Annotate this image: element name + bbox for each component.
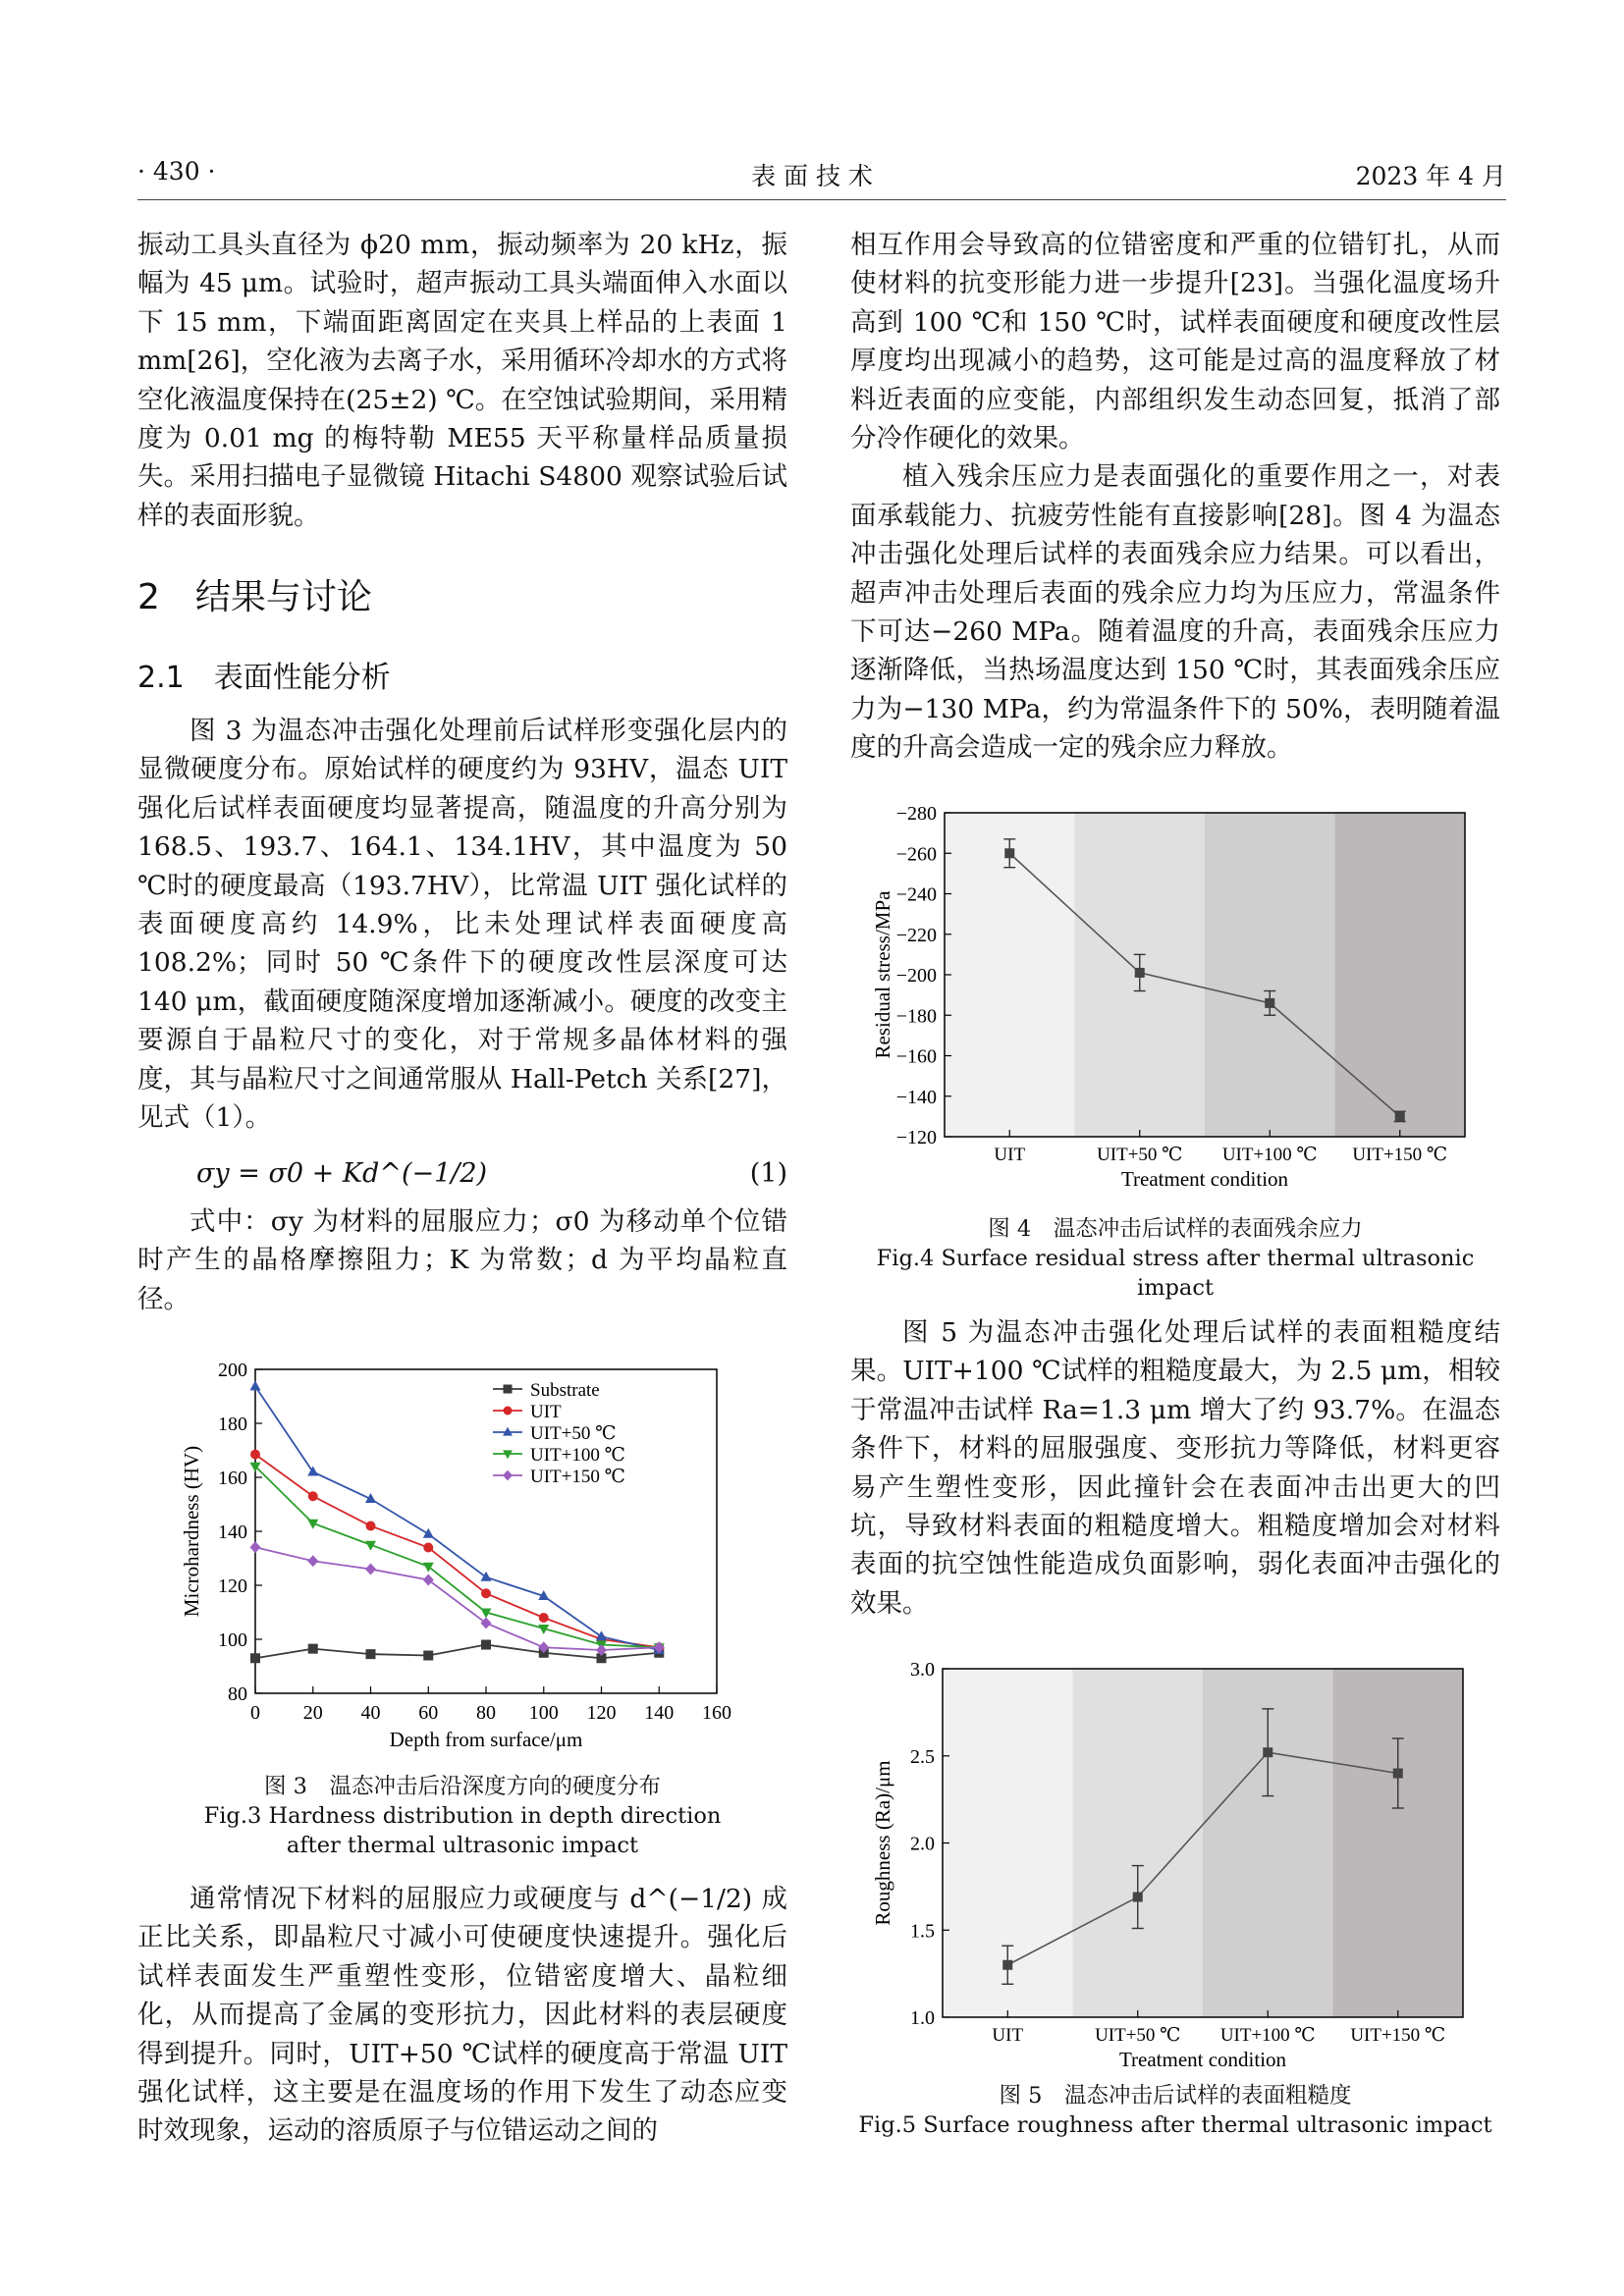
page-number: · 430 · [137,157,216,186]
left-column-mid [137,712,787,1137]
data-point [1263,1747,1272,1757]
caption-en: after thermal ultrasonic impact [286,1833,639,1858]
data-point [1395,1111,1405,1121]
legend-label: Substrate [530,1380,600,1401]
y-tick-label: 1.0 [910,2007,935,2029]
condition-band [1073,1669,1204,2017]
data-point [1393,1769,1403,1779]
data-point [423,1575,434,1586]
data-point [250,1450,260,1460]
equation-number: (1) [749,1158,787,1189]
journal-title: 表 面 技 术 [751,162,873,190]
x-tick-label: 160 [702,1702,731,1724]
y-tick-label: 80 [228,1683,247,1705]
y-tick-label: 2.0 [910,1833,935,1855]
y-tick-label: −200 [895,965,937,987]
y-tick-label: 100 [218,1629,247,1651]
data-point [307,1555,318,1567]
data-point [504,1407,513,1415]
x-tick-label: UIT [994,1145,1026,1165]
y-tick-label: −220 [895,924,937,946]
y-tick-label: 180 [218,1414,247,1435]
y-tick-label: −160 [895,1045,937,1068]
data-point [596,1630,607,1640]
data-point [423,1651,433,1661]
y-tick-label: −180 [895,1005,937,1028]
data-point [308,1644,318,1654]
data-point [504,1385,513,1394]
caption-cn: 图 3 温态冲击后沿深度方向的硬度分布 [264,1774,661,1799]
x-tick-label: 100 [528,1702,559,1724]
x-tick-label: 20 [302,1702,323,1724]
paragraph: 通常情况下材料的屈服应力或硬度与 d^(−1/2) 成正比关系，即晶粒尺寸减小可使硬度快速提升。强化后试样表面发生严重塑性变形，位错密度增大、晶粒细化，从而提高了金属的变形抗力，因此材料的表层硬度得到提升。同时，UIT+50 ℃试样的硬度高于常温 UIT 强化试样，这主要是在温度场的作用下发生了动态应变时效现象，运动的溶质原子与位错运动之间的 [137,1884,787,2147]
figure-3-chart [177,1350,746,1752]
data-point [1004,848,1014,858]
data-point [423,1528,434,1538]
y-tick-label: 120 [218,1575,247,1597]
section-heading: 2 结果与讨论 [137,577,372,617]
x-axis-label: Treatment condition [1120,1167,1289,1191]
paragraph: 图 3 为温态冲击强化处理前后试样形变强化层内的显微硬度分布。原始试样的硬度约为 93HV，温态 UIT 强化后试样表面硬度均显著提高，随温度的升高分别为 168.5、193.7、164.1、134.1HV，其中温度为 50 ℃时的硬度最高（193.7HV），比常温 UIT 强化试样的表面硬度高约 14.9%，比未处理试样表面硬度高 108.2%；同时 50 ℃条件下的硬度改性层深度可达 140 μm，截面硬度随深度增加逐渐减小。硬度的改变主要源自于晶粒尺寸的变化，对于常规多晶体材料的强度，其与晶粒尺寸之间通常服从 Hall-Petch 关系[27]，见式（1）。 [137,716,787,1134]
data-point [1135,968,1145,978]
y-axis-label: Roughness (Ra)/μm [871,1760,894,1926]
right-column-mid [850,1313,1500,1623]
data-point [308,1491,318,1501]
data-point [481,1572,492,1581]
data-point [1133,1893,1143,1902]
y-tick-label: −280 [895,803,937,825]
x-tick-label: UIT [992,2025,1024,2046]
paragraph: 振动工具头直径为 ϕ20 mm，振动频率为 20 kHz，振幅为 45 μm。试验时，超声振动工具头端面伸入水面以下 15 mm，下端面距离固定在夹具上样品的上表面 1 mm[26]，空化液为去离子水，采用循环冷却水的方式将空化液温度保持在(25±2) ℃。在空蚀试验期间，采用精度为 0.01 mg 的梅特勒 ME55 天平称量样品质量损失。采用扫描电子显微镜 Hitachi S4800 观察试验后试样的表面形貌。 [137,230,787,531]
x-tick-label: 80 [476,1702,496,1724]
equation [196,1158,787,1207]
data-point [366,1522,376,1531]
y-tick-label: −260 [895,843,937,866]
data-point [503,1427,513,1436]
caption-cn: 图 5 温态冲击后试样的表面粗糙度 [999,2083,1352,2109]
y-tick-label: 140 [218,1522,247,1543]
data-point [1265,998,1274,1008]
figure-4-caption [850,1214,1500,1303]
x-tick-label: UIT+100 ℃ [1219,2025,1316,2046]
x-tick-label: UIT+150 ℃ [1352,1145,1448,1165]
data-point [250,1380,261,1390]
figure-5-caption [850,2081,1500,2140]
x-axis-label: Treatment condition [1118,2048,1287,2071]
caption-en: Fig.3 Hardness distribution in depth direction [203,1803,722,1829]
x-axis-label: Depth from surface/μm [389,1728,583,1751]
left-column-top [137,226,787,535]
paragraph: 图 5 为温态冲击强化处理后试样的表面粗糙度结果。UIT+100 ℃试样的粗糙度最大，为 2.5 μm，相较于常温冲击试样 Ra=1.3 μm 增大了约 93.7%。在温态条件下，材料的屈服强度、变形抗力等降低，材料更容易产生塑性变形，因此撞针会在表面冲击出更大的凹坑，导致材料表面的粗糙度增大。粗糙度增加会对材料表面的抗空蚀性能造成负面影响，弱化表面冲击强化的效果。 [850,1317,1500,1619]
caption-en: Fig.4 Surface residual stress after thermal ultrasonic impact [876,1246,1475,1301]
paragraph: 相互作用会导致高的位错密度和严重的位错钉扎，从而使材料的抗变形能力进一步提升[23]。当强化温度场升高到 100 ℃和 150 ℃时，试样表面硬度和硬度改性层厚度均出现减小的趋势，这可能是过高的温度释放了材料近表面的应变能，内部组织发生动态回复，抵消了部分冷作硬化的效果。 [850,230,1500,454]
paragraph: 式中：σy 为材料的屈服应力；σ0 为移动单个位错时产生的晶格摩擦阻力；K 为常数；d 为平均晶粒直径。 [137,1206,787,1314]
condition-band [1333,1669,1464,2017]
x-tick-label: 0 [250,1702,260,1724]
x-tick-label: 40 [360,1702,381,1724]
x-tick-label: UIT+50 ℃ [1095,2025,1181,2046]
legend-label: UIT+50 ℃ [530,1423,617,1444]
x-tick-label: 120 [586,1702,617,1724]
condition-band [1205,813,1335,1137]
data-point [250,1653,260,1663]
legend-label: UIT+100 ℃ [530,1445,625,1466]
left-column-defs [137,1202,787,1318]
x-tick-label: UIT+50 ℃ [1097,1145,1183,1165]
y-axis-label: Residual stress/MPa [871,890,894,1059]
x-tick-label: UIT+100 ℃ [1221,1145,1318,1165]
figure-4-chart [864,795,1483,1198]
y-tick-label: −240 [895,883,937,906]
data-point [366,1649,376,1659]
data-point [481,1640,491,1650]
figure-3-caption [137,1772,787,1860]
caption-en: Fig.5 Surface roughness after thermal ultrasonic impact [858,2112,1492,2138]
data-point [250,1541,261,1553]
y-tick-label: 200 [218,1360,247,1381]
data-point [423,1543,433,1553]
y-tick-label: 1.5 [910,1920,935,1943]
y-axis-label: Microhardness (HV) [180,1445,203,1618]
equation-body: σy = σ0 + Kd^(−1/2) [196,1158,488,1189]
legend-label: UIT [530,1402,562,1422]
data-point [503,1450,513,1459]
figure-5-chart [864,1654,1483,2071]
data-point [423,1563,434,1573]
legend-label: UIT+150 ℃ [530,1467,625,1487]
x-tick-label: UIT+150 ℃ [1350,2025,1446,2046]
data-point [481,1588,491,1598]
x-tick-label: 60 [418,1702,439,1724]
data-point [1002,1960,1012,1970]
data-point [481,1618,492,1629]
right-column-top [850,226,1500,768]
data-point [539,1613,549,1623]
y-tick-label: 160 [218,1468,247,1489]
condition-band [1335,813,1466,1137]
y-tick-label: −120 [895,1127,937,1148]
paragraph: 植入残余压应力是表面强化的重要作用之一，对表面承载能力、抗疲劳性能有直接影响[28]。图 4 为温态冲击强化处理后试样的表面残余应力结果。可以看出，超声冲击处理后表面的残余应力均为压应力，常温条件下可达−260 MPa。随着温度的升高，表面残余压应力逐渐降低，当热场温度达到 150 ℃时，其表面残余压应力为−130 MPa，约为常温条件下的 50%，表明随着温度的升高会造成一定的残余应力释放。 [850,461,1500,764]
left-column-bottom [137,1880,787,2151]
x-tick-label: 140 [644,1702,675,1724]
issue-date: 2023 年 4 月 [1355,162,1506,190]
subsection-heading: 2.1 表面性能分析 [137,661,391,695]
data-point [503,1470,513,1481]
y-tick-label: −140 [895,1086,937,1108]
y-tick-label: 2.5 [910,1745,935,1768]
caption-cn: 图 4 温态冲击后试样的表面残余应力 [988,1216,1363,1242]
y-tick-label: 3.0 [910,1659,935,1681]
data-point [365,1564,376,1575]
header-rule [137,199,1506,200]
